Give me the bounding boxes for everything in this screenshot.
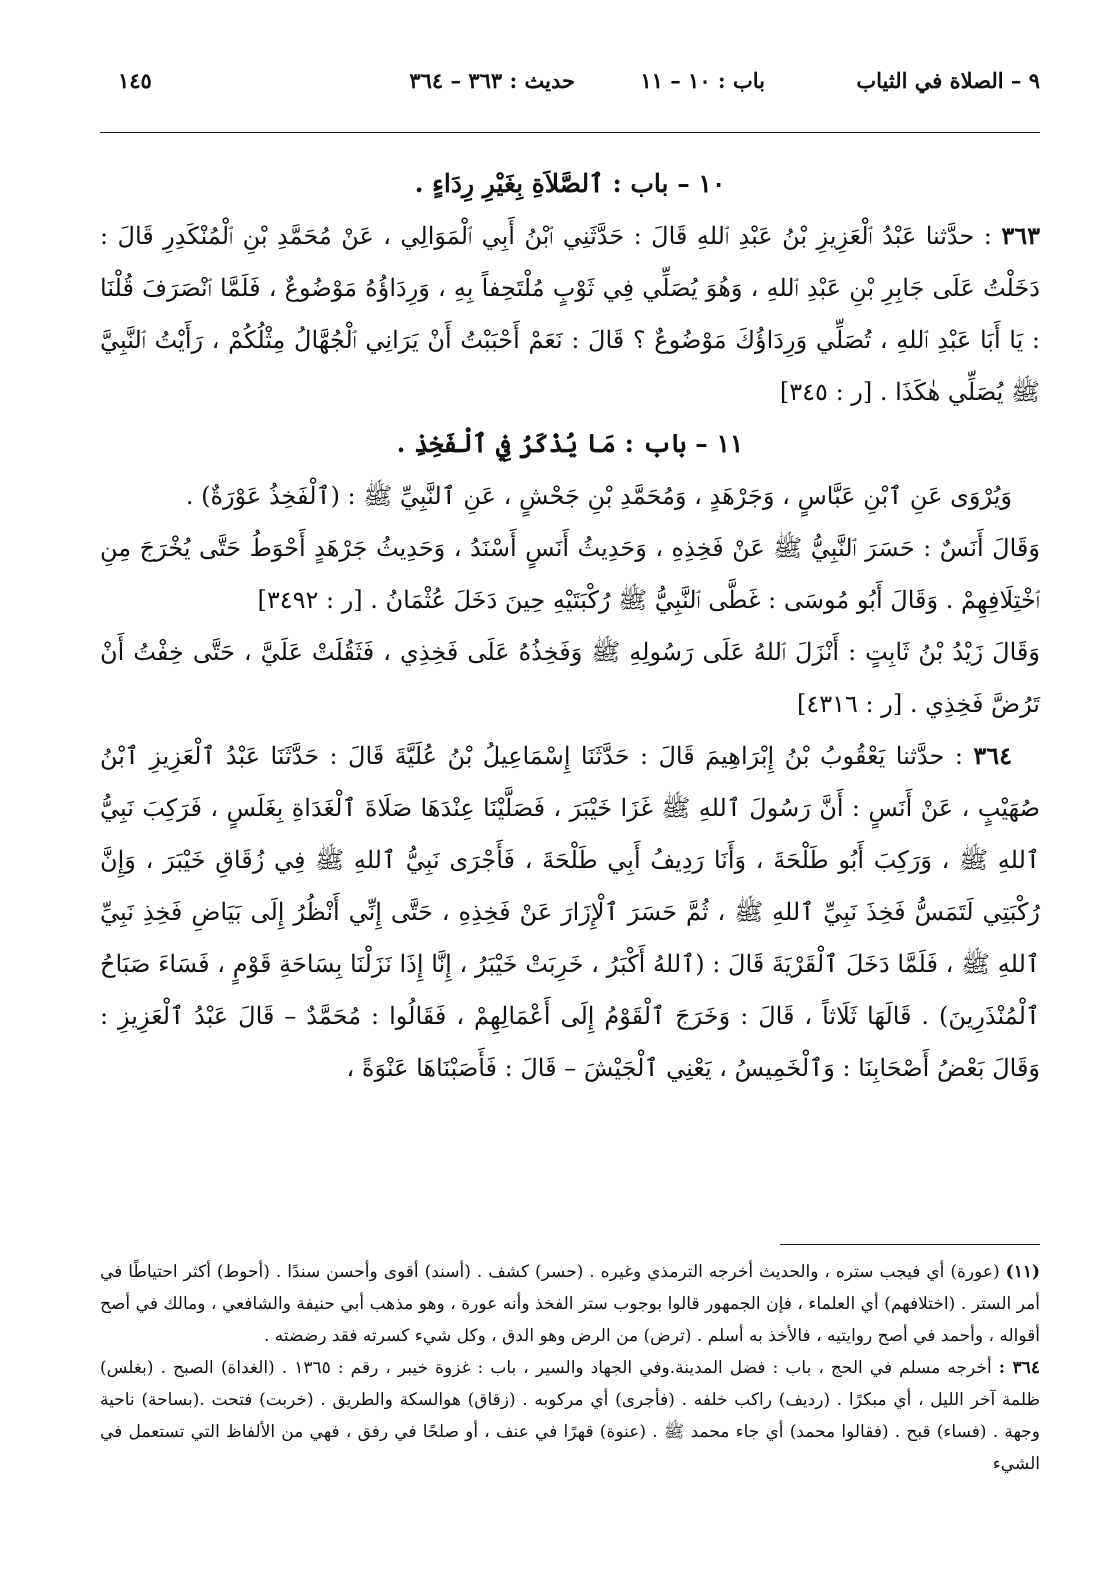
chapter-title-10: ١٠ – باب : ٱلصَّلاَةِ بِغَيْرِ رِدَاءٍ .: [414, 169, 726, 198]
bab-11-paragraph: وَيُرْوَى عَنِ ٱبْنِ عَبَّاسٍ ، وَجَرْهَدٍ ، وَمُحَمَّدِ بْنِ جَحْشٍ ، عَنِ ٱلنَّبِيِّ ﷺ : (ٱلْفَخِذُ عَوْرَةٌ) .: [185, 482, 1012, 510]
footnotes: [100, 1256, 1040, 1480]
footnote-text: أخرجه مسلم في الحج ، باب : فضل المدينة.وفي الجهاد والسير ، باب : غزوة خيبر ، رقم : ١٣٦٥ . (الغداة) الصبح . (بغلس) ظلمة آخر الليل ، أي مبكرًا . (رديف) راكب خلفه . (فأجرى) أي مركوبه . (زقاق) هوالسكة والطريق . (خربت) فتحت .(بساحة) ناحية وجهة . (فساء) قبح . (فقالوا محمد) أي جاء محمد ﷺ . (عنوة) قهرًا في عنف ، أو صلحًا في رفق ، فهي من الألفاظ التي تستعمل في الشيء: [100, 1358, 1040, 1474]
footnote-text: (عورة) أي فيجب ستره ، والحديث أخرجه الترمذي وغيره . (حسر) كشف . (أسند) أقوى وأحسن سندًا . (أحوط) أكثر احتياطًا في أمر الستر . (اختلافهم) أي العلماء ، فإن الجمهور قالوا بوجوب ستر الفخذ وأنه عورة ، وهو مذهب أبي حنيفة والشافعي ، ومالك في أصح أقواله ، وأحمد في أصح روايتيه ، فالأخذ به أسلم . (ترض) من الرض وهو الدق ، وكل شيء كسرته فقد رضضته .: [100, 1262, 1040, 1346]
header-bab: باب : ١٠ – ١١: [640, 68, 765, 93]
footnote: [100, 1256, 1040, 1352]
footnote-number: (١١): [1005, 1262, 1040, 1282]
header-hadith-range: حديث : ٣٦٣ – ٣٦٤: [409, 68, 575, 93]
hadith-text: : حدَّثنا يَعْقُوبُ بْنُ إِبْرَاهِيمَ قَالَ : حَدَّثَنَا إِسْمَاعِيلُ بْنُ عُلَيَّةَ قَالَ : حَدَّثَنَا عَبْدُ ٱلْعَزِيزِ ٱبْنُ صُهَيْبٍ ، عَنْ أَنَسٍ : أَنَّ رَسُولَ ٱللهِ ﷺ غَزَا خَيْبَرَ ، فَصَلَّيْنَا عِنْدَهَا صَلَاةَ ٱلْغَدَاةِ بِغَلَسٍ ، فَرَكِبَ نَبِيُّ ٱللهِ ﷺ ، وَرَكِبَ أَبُو طَلْحَةَ ، وَأَنَا رَدِيفُ أَبِي طَلْحَةَ ، فَأَجْرَى نَبِيُّ ٱللهِ ﷺ فِي زُقَاقِ خَيْبَرَ ، وَإِنَّ رُكْبَتِي لَتَمَسُّ فَخِذَ نَبِيِّ ٱللهِ ﷺ ، ثُمَّ حَسَرَ ٱلْإِزَارَ عَنْ فَخِذِهِ ، حَتَّى إِنِّي أَنْظُرُ إِلَى بَيَاضِ فَخِذِ نَبِيِّ ٱللهِ ﷺ ، فَلَمَّا دَخَلَ ٱلْقَرْيَةَ قَالَ : (ٱللهُ أَكْبَرُ ، خَرِبَتْ خَيْبَرُ ، إِنَّا إِذَا نَزَلْنَا بِسَاحَةِ قَوْمٍ ، فَسَاءَ صَبَاحُ ٱلْمُنْذَرِينَ) . قَالَهَا ثَلَاثاً ، قَالَ : وَخَرَجَ ٱلْقَوْمُ إِلَى أَعْمَالِهِمْ ، فَقَالُوا : مُحَمَّدٌ – قَالَ عَبْدُ ٱلْعَزِيزِ : وَقَالَ بَعْضُ أَصْحَابِنَا : وَٱلْخَمِيسُ ، يَعْنِي ٱلْجَيْشَ – قَالَ : فَأَصَبْنَاهَا عَنْوَةً ،: [100, 742, 1040, 1082]
header-divider: [100, 132, 1040, 133]
book-page: [100, 60, 1040, 1560]
header-chapter: ٩ – الصلاة في الثياب: [856, 68, 1040, 93]
bab-11-paragraph: وَقَالَ أَنَسٌ : حَسَرَ ٱلنَّبِيُّ ﷺ عَنْ فَخِذِهِ ، وَحَدِيثُ أَنَسٍ أَسْنَدُ ، وَحَدِيثُ جَرْهَدٍ أَحْوَطُ حَتَّى يُخْرَجَ مِنِ ٱخْتِلَافِهِمْ . وَقَالَ أَبُو مُوسَى : غَطَّى ٱلنَّبِيُّ ﷺ رُكْبَتَيْهِ حِينَ دَخَلَ عُثْمَانُ . [ر : ٣٤٩٢]: [100, 534, 1040, 614]
hadith-364: [100, 730, 1040, 1094]
hadith-363: [100, 210, 1040, 418]
main-text: [100, 158, 1040, 1094]
bab-11-paragraph: وَقَالَ زَيْدُ بْنُ ثَابِتٍ : أَنْزَلَ ٱللهُ عَلَى رَسُولِهِ ﷺ وَفَخِذُهُ عَلَى فَخِذِي ، فَثَقُلَتْ عَلَيَّ ، حَتَّى خِفْتُ أَنْ تَرُضَّ فَخِذِي . [ر : ٤٣١٦]: [100, 638, 1040, 718]
running-header: [100, 60, 1040, 100]
chapter-title-11: ١١ – باب : مَا يُذْكَرُ فِي ٱلْفَخِذِ .: [396, 429, 744, 458]
hadith-number: ٣٦٤: [973, 741, 1012, 770]
hadith-number: ٣٦٣: [1001, 221, 1040, 250]
footnote: [100, 1352, 1040, 1480]
footnote-divider: [780, 1244, 1040, 1245]
footnote-number: ٣٦٤ :: [998, 1358, 1040, 1378]
page-number: ١٤٥: [118, 68, 152, 93]
hadith-text: : حدَّثنا عَبْدُ ٱلْعَزِيزِ بْنُ عَبْدِ ٱللهِ قَالَ : حَدَّثَنِي ٱبْنُ أَبِي ٱلْمَوَالِي ، عَنْ مُحَمَّدِ بْنِ ٱلْمُنْكَدِرِ قَالَ : دَخَلْتُ عَلَى جَابِرِ بْنِ عَبْدِ ٱللهِ ، وَهُوَ يُصَلِّي فِي ثَوْبٍ مُلْتَحِفاً بِهِ ، وَرِدَاؤُهُ مَوْضُوعٌ ، فَلَمَّا ٱنْصَرَفَ قُلْنَا : يَا أَبَا عَبْدِ ٱللهِ ، تُصَلِّي وَرِدَاؤُكَ مَوْضُوعٌ ؟ قَالَ : نَعَمْ أَحْبَبْتُ أَنْ يَرَانِي ٱلْجُهَّالُ مِثْلُكُمْ ، رَأَيْتُ ٱلنَّبِيَّ ﷺ يُصَلِّي هٰكَذَا . [ر : ٣٤٥]: [100, 222, 1040, 406]
